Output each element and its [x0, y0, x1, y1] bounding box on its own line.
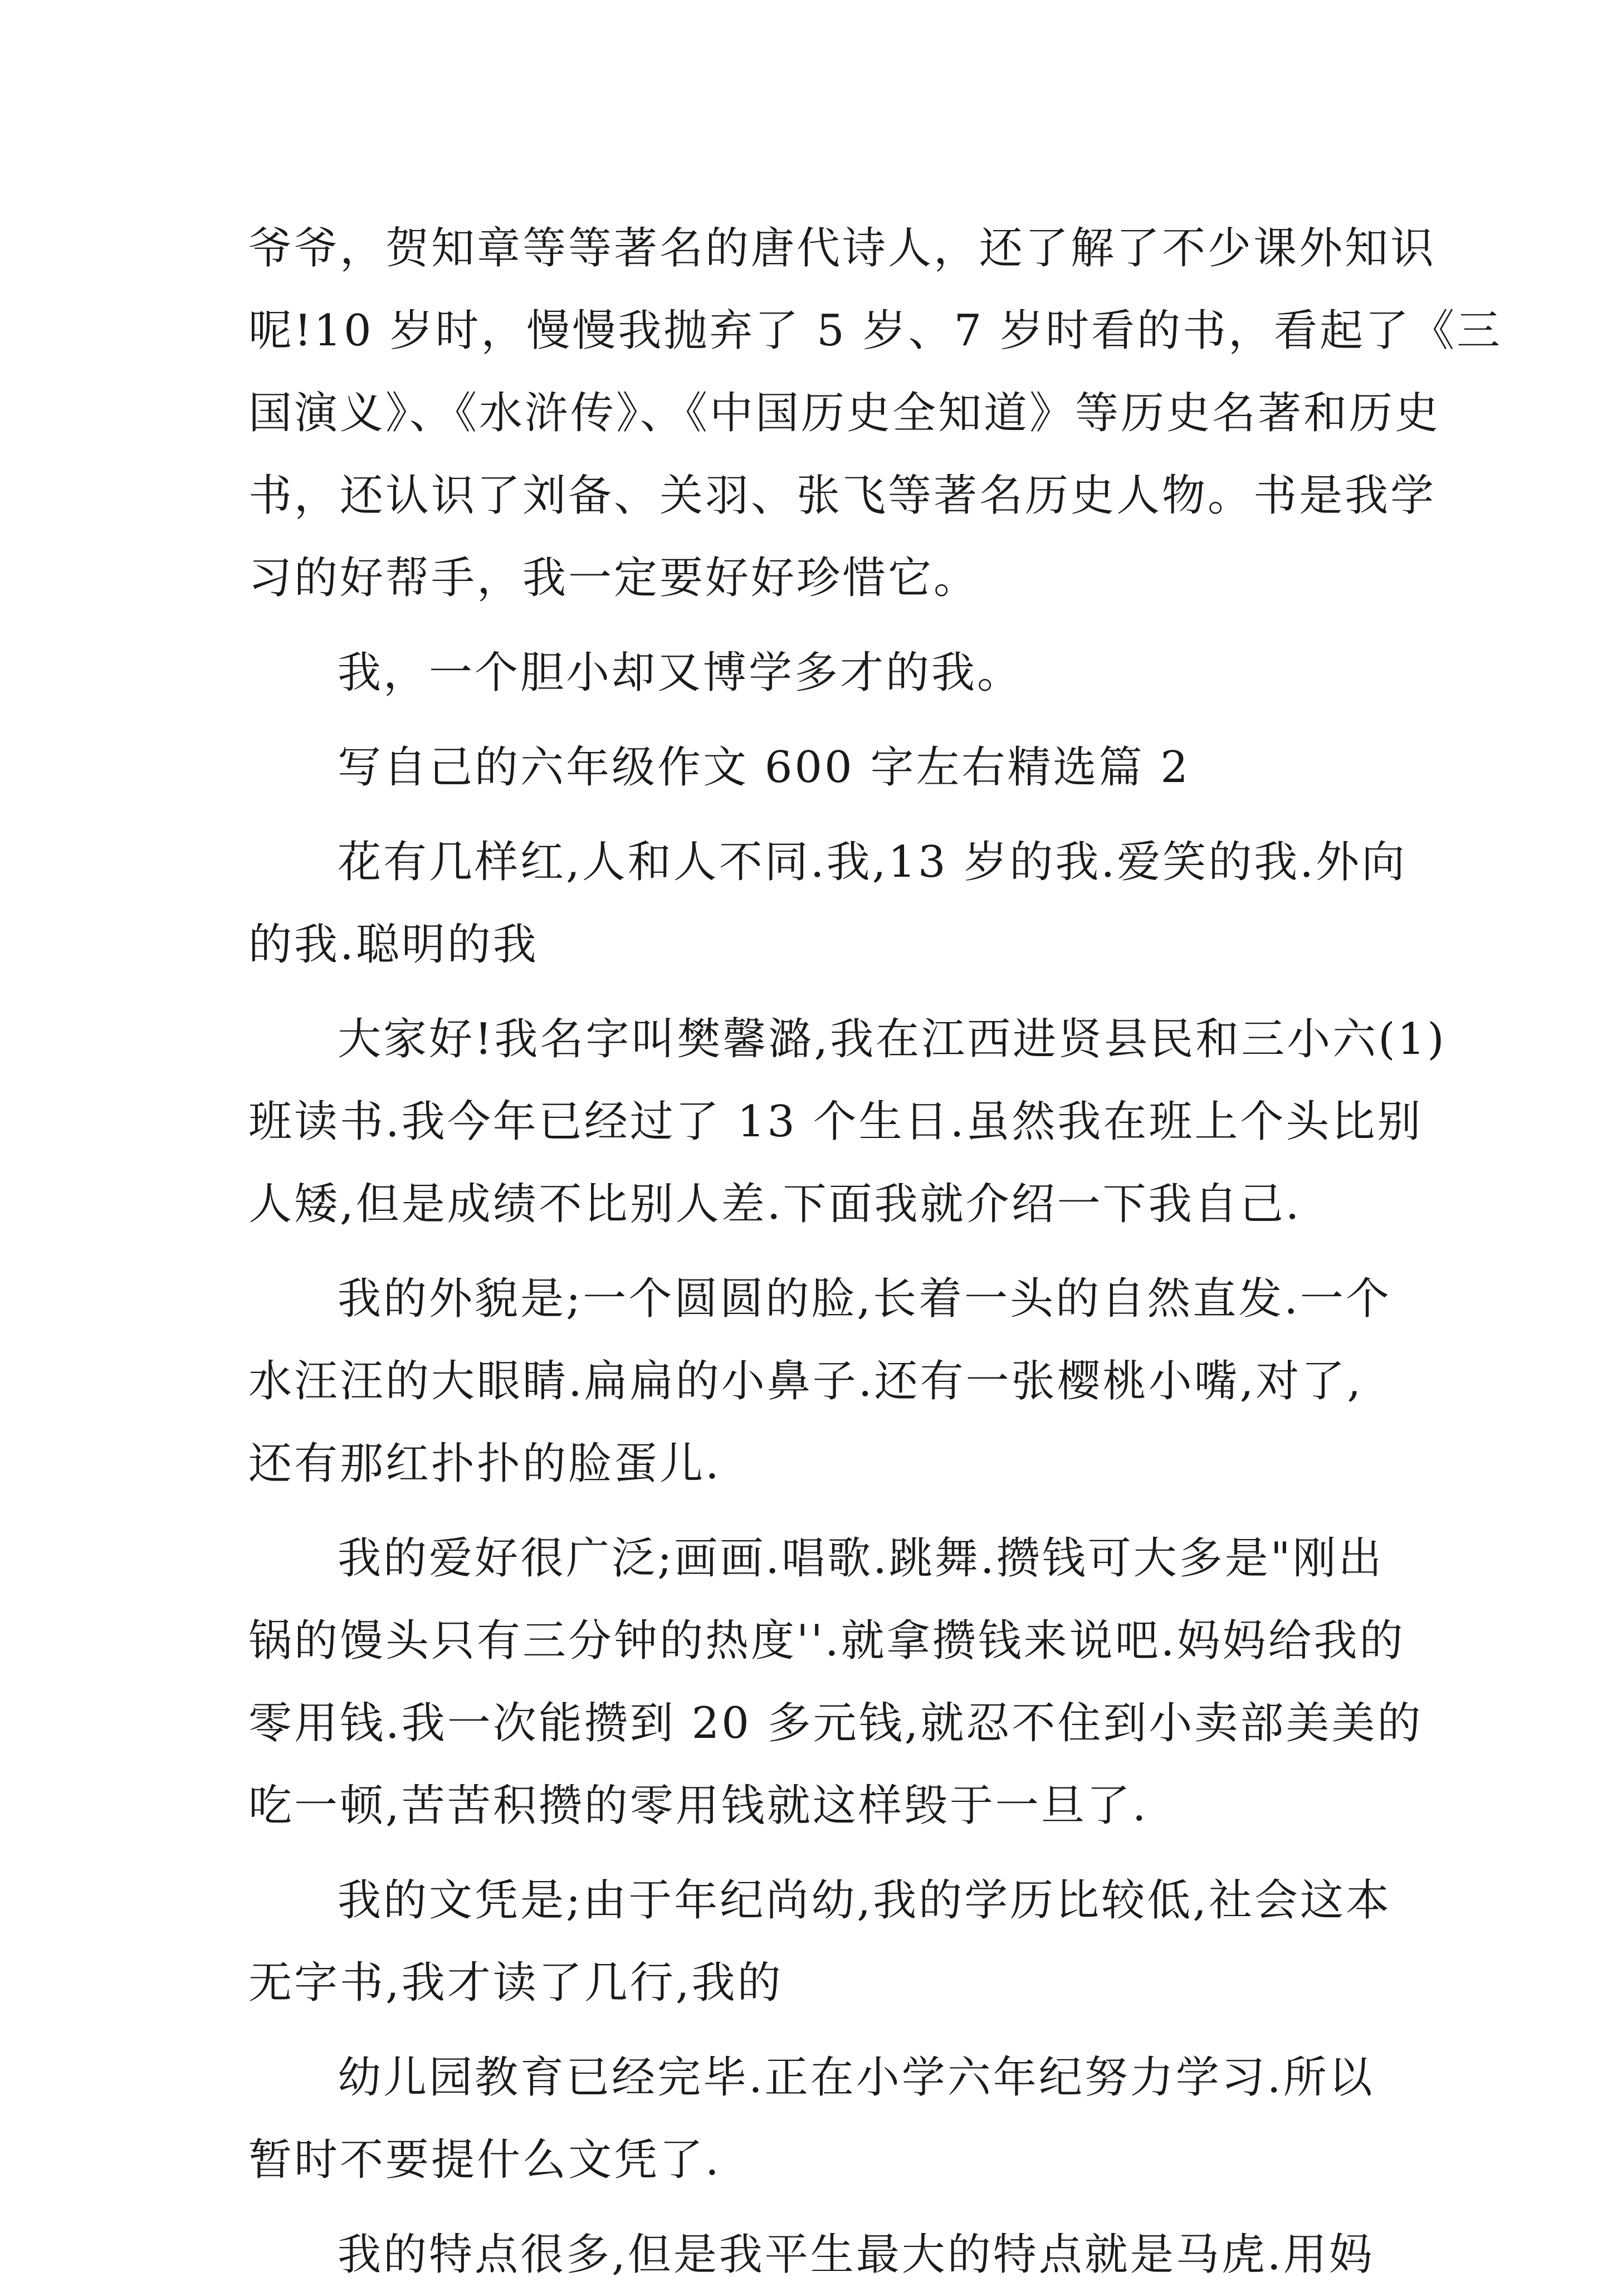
text-line: 水汪汪的大眼睛.扁扁的小鼻子.还有一张樱桃小嘴,对了,	[248, 1356, 1364, 1406]
text-line: 人矮,但是成绩不比别人差.下面我就介绍一下我自己.	[248, 1179, 1302, 1229]
text-line: 零用钱.我一次能攒到 20 多元钱,就忍不住到小卖部美美的	[248, 1698, 1423, 1748]
text-line: 呢!10 岁时，慢慢我抛弃了 5 岁、7 岁时看的书，看起了《三	[248, 306, 1503, 356]
text-line: 国演义》、《水浒传》、《中国历史全知道》等历史名著和历史	[248, 388, 1441, 438]
document-body	[248, 207, 1503, 2296]
text-line: 锅的馒头只有三分钟的热度''.就拿攒钱来说吧.妈妈给我的	[248, 1616, 1405, 1666]
text-line: 还有那红扑扑的脸蛋儿.	[248, 1439, 721, 1489]
text-line: 书，还认识了刘备、关羽、张飞等著名历史人物。书是我学	[248, 471, 1437, 521]
text-line: 爷爷，贺知章等等著名的唐代诗人，还了解了不少课外知识	[248, 223, 1437, 273]
text-line: 大家好!我名字叫樊馨潞,我在江西进贤县民和三小六(1)	[338, 1014, 1447, 1064]
text-line: 暂时不要提什么文凭了.	[248, 2135, 721, 2185]
text-line: 我的外貌是;一个圆圆的脸,长着一头的自然直发.一个	[338, 1274, 1391, 1324]
section-heading: 写自己的六年级作文 600 字左右精选篇 2	[338, 742, 1190, 793]
text-line: 无字书,我才读了几行,我的	[248, 1958, 783, 2008]
text-line: 我的特点很多,但是我平生最大的特点就是马虎.用妈	[338, 2230, 1375, 2280]
text-line: 花有几样红,人和人不同.我,13 岁的我.爱笑的我.外向	[338, 837, 1408, 887]
text-line: 班读书.我今年已经过了 13 个生日.虽然我在班上个头比别	[248, 1097, 1423, 1147]
text-line: 我，一个胆小却又博学多才的我。	[338, 648, 1023, 698]
text-line: 习的好帮手，我一定要好好珍惜它。	[248, 553, 980, 603]
text-line: 我的爱好很广泛;画画.唱歌.跳舞.攒钱可大多是"刚出	[338, 1533, 1384, 1584]
text-line: 的我.聪明的我	[248, 920, 539, 970]
text-line: 幼儿园教育已经完毕.正在小学六年纪努力学习.所以	[338, 2053, 1375, 2103]
text-line: 吃一顿,苦苦积攒的零用钱就这样毁于一旦了.	[248, 1781, 1149, 1831]
text-line: 我的文凭是;由于年纪尚幼,我的学历比较低,社会这本	[338, 1875, 1391, 1926]
